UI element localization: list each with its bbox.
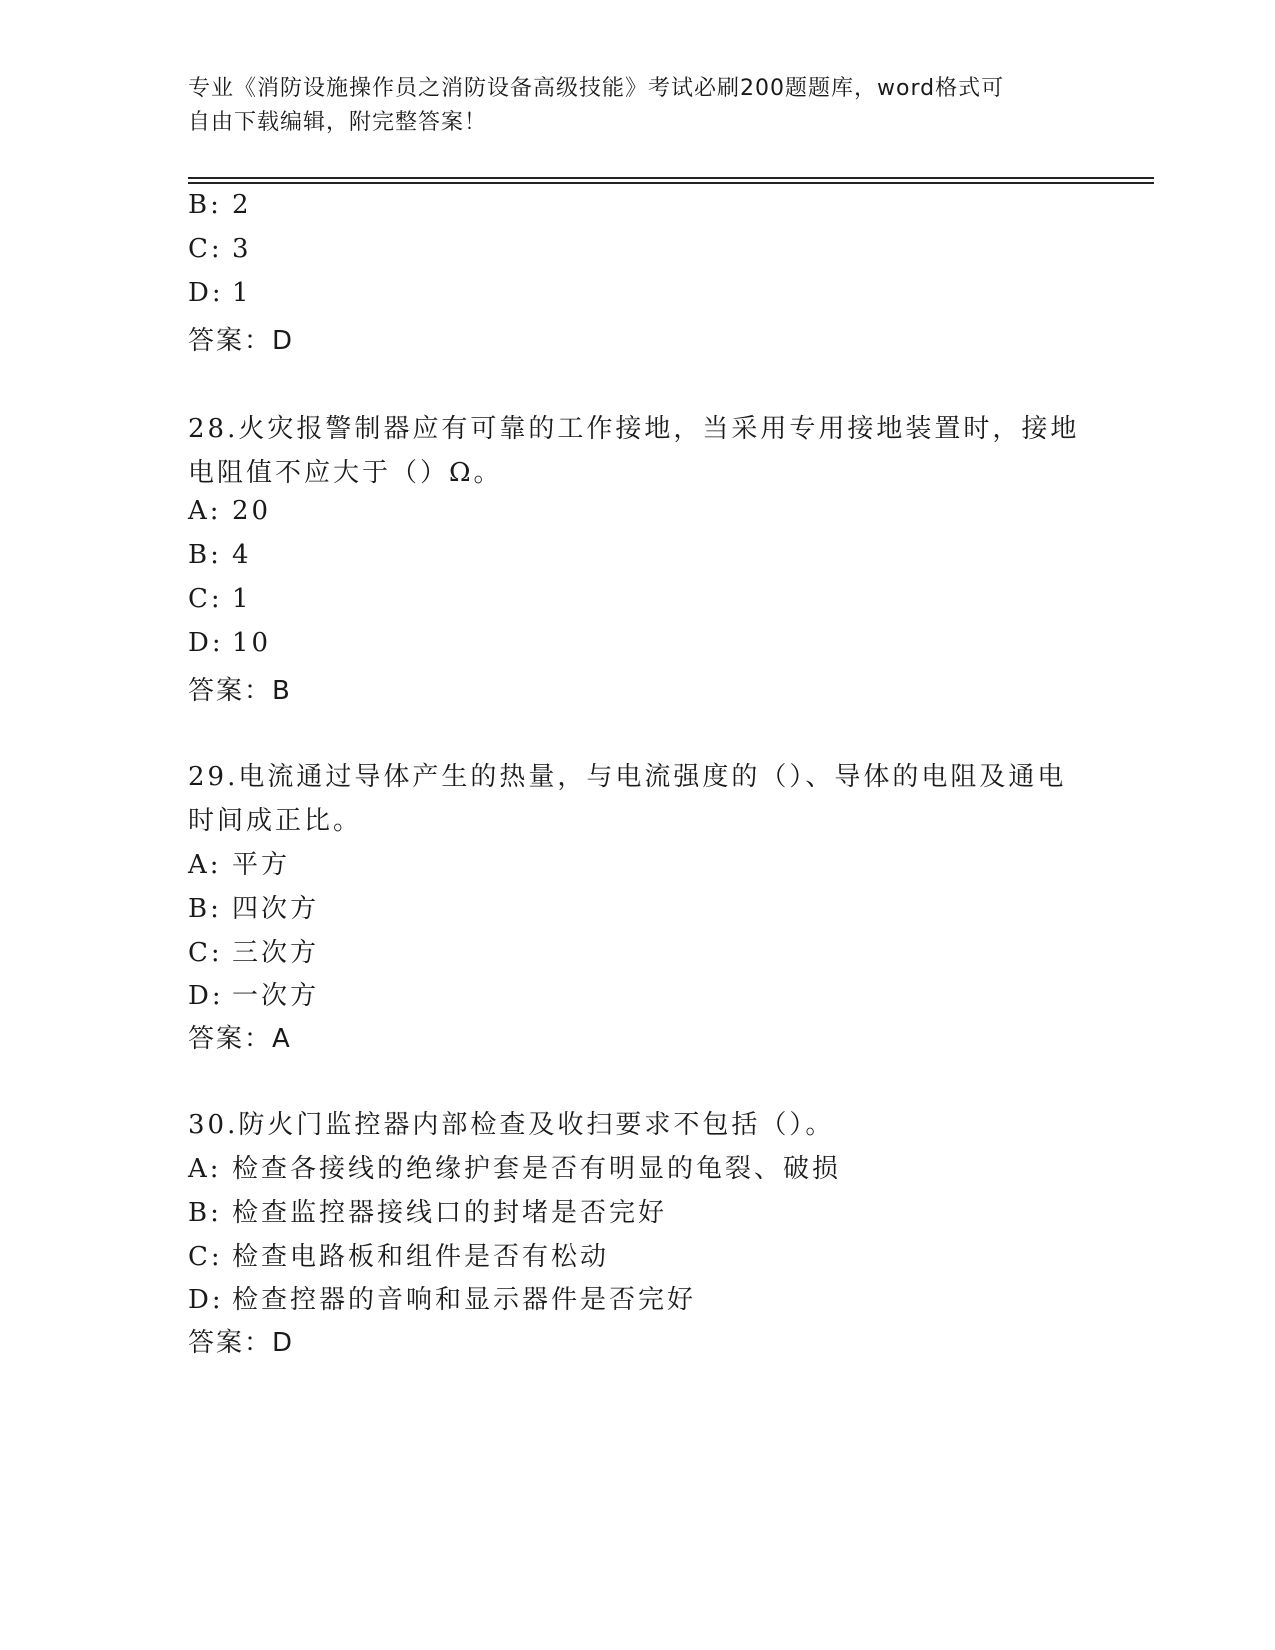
question-30-option-b: B: 检查监控器接线口的封堵是否完好 xyxy=(188,1198,668,1228)
question-30-stem-line-1: 30.防火门监控器内部检查及收扫要求不包括（）。 xyxy=(188,1110,835,1140)
question-28-answer: 答案：B xyxy=(188,676,292,706)
question-30-option-a: A: 检查各接线的绝缘护套是否有明显的龟裂、破损 xyxy=(188,1154,842,1184)
question-30-answer: 答案：D xyxy=(188,1328,295,1358)
question-28-stem-line-1: 28.火灾报警制器应有可靠的工作接地，当采用专用接地装置时，接地 xyxy=(188,414,1080,444)
question-30-option-c: C: 检查电路板和组件是否有松动 xyxy=(188,1242,610,1272)
option-c: C: 3 xyxy=(188,234,252,264)
header-divider-top xyxy=(188,177,1154,179)
question-29-option-b: B: 四次方 xyxy=(188,894,320,924)
header-divider-bottom xyxy=(188,182,1154,184)
question-29-option-c: C: 三次方 xyxy=(188,938,320,968)
question-28-option-c: C: 1 xyxy=(188,584,252,614)
option-b: B: 2 xyxy=(188,190,252,220)
question-28-option-b: B: 4 xyxy=(188,540,252,570)
answer-label: 答案：D xyxy=(188,326,295,356)
header-line-1: 专业《消防设施操作员之消防设备高级技能》考试必刷200题题库，word格式可 xyxy=(188,76,1005,101)
question-28-option-a: A: 20 xyxy=(188,496,272,526)
question-28-stem-line-2: 电阻值不应大于（）Ω。 xyxy=(188,458,503,488)
question-29-option-d: D: 一次方 xyxy=(188,981,320,1011)
question-28-option-d: D: 10 xyxy=(188,628,272,658)
option-d: D: 1 xyxy=(188,278,252,308)
question-29-stem-line-2: 时间成正比。 xyxy=(188,806,363,836)
question-30-option-d: D: 检查控器的音响和显示器件是否完好 xyxy=(188,1285,697,1315)
question-29-option-a: A: 平方 xyxy=(188,850,291,880)
document-header xyxy=(188,72,1088,140)
question-29-stem-line-1: 29.电流通过导体产生的热量，与电流强度的（）、导体的电阻及通电 xyxy=(188,762,1067,792)
header-line-2: 自由下载编辑，附完整答案！ xyxy=(188,110,488,135)
question-29-answer: 答案：A xyxy=(188,1024,292,1054)
